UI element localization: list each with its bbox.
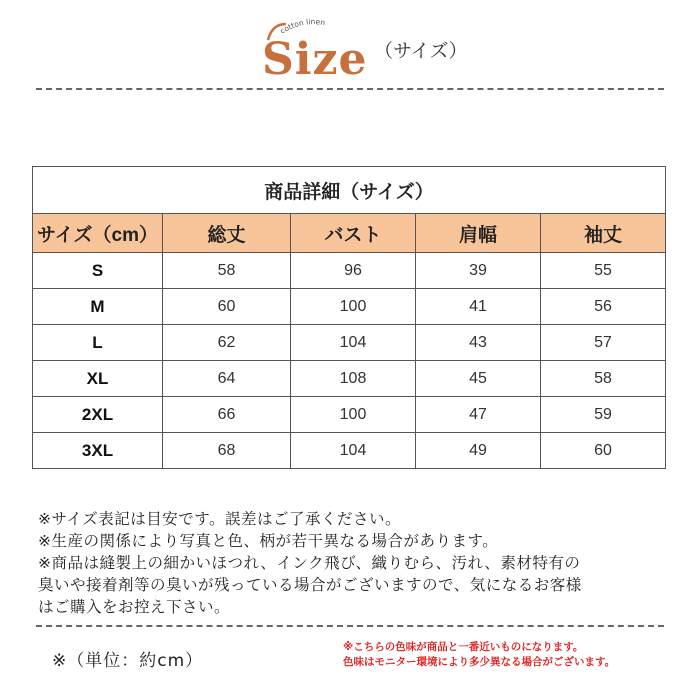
page-subtitle: （サイズ） [374, 40, 468, 62]
table-row [33, 253, 666, 289]
bust-cell: 104 [291, 325, 416, 361]
length-cell: 62 [163, 325, 291, 361]
table-title-row [33, 167, 666, 214]
note-line: 臭いや接着剤等の臭いが残っている場合がございますので、気になるお客様 [38, 576, 582, 594]
size-logo [258, 18, 378, 85]
divider-top [36, 88, 664, 90]
note-line: ※商品は縫製上の細かいほつれ、インク飛び、織りむら、汚れ、素材特有の [38, 554, 581, 572]
column-header-sleeve: 袖丈 [541, 214, 666, 253]
length-cell: 60 [163, 289, 291, 325]
size-cell: L [33, 325, 163, 361]
size-table-container [32, 166, 665, 469]
length-cell: 68 [163, 433, 291, 469]
sleeve-cell: 56 [541, 289, 666, 325]
divider-bottom [36, 625, 664, 627]
shoulder-cell: 45 [416, 361, 541, 397]
bust-cell: 100 [291, 397, 416, 433]
bust-cell: 104 [291, 433, 416, 469]
table-row [33, 397, 666, 433]
table-title: 商品詳細（サイズ） [33, 167, 666, 214]
sleeve-cell: 59 [541, 397, 666, 433]
size-cell: 3XL [33, 433, 163, 469]
bust-cell: 108 [291, 361, 416, 397]
length-cell: 64 [163, 361, 291, 397]
size-cell: 2XL [33, 397, 163, 433]
bust-cell: 96 [291, 253, 416, 289]
size-cell: S [33, 253, 163, 289]
svg-text:cotton linen [278, 18, 326, 36]
column-header-length: 総丈 [163, 214, 291, 253]
table-row [33, 289, 666, 325]
table-row [33, 361, 666, 397]
shoulder-cell: 39 [416, 253, 541, 289]
shoulder-cell: 41 [416, 289, 541, 325]
table-row [33, 325, 666, 361]
disclaimer-line: ※こちらの色味が商品と一番近いものになります。 [343, 641, 584, 653]
size-cell: XL [33, 361, 163, 397]
column-header-shoulder: 肩幅 [416, 214, 541, 253]
note-line: はご購入をお控え下さい。 [38, 598, 231, 616]
sleeve-cell: 60 [541, 433, 666, 469]
color-disclaimer [343, 640, 683, 670]
logo-title: Size [262, 34, 368, 85]
column-header-size: サイズ（cm） [33, 214, 163, 253]
bust-cell: 100 [291, 289, 416, 325]
shoulder-cell: 49 [416, 433, 541, 469]
size-cell: M [33, 289, 163, 325]
length-cell: 58 [163, 253, 291, 289]
shoulder-cell: 47 [416, 397, 541, 433]
shoulder-cell: 43 [416, 325, 541, 361]
logo-small-text: cotton linen [278, 18, 326, 36]
page-header [0, 0, 700, 90]
disclaimer-line: 色味はモニター環境により多少異なる場合がございます。 [343, 656, 616, 668]
table-header-row [33, 214, 666, 253]
length-cell: 66 [163, 397, 291, 433]
notes-block [38, 508, 668, 618]
table-row [33, 433, 666, 469]
unit-note: ※（単位：約cm） [52, 651, 204, 671]
column-header-bust: バスト [291, 214, 416, 253]
note-line: ※サイズ表記は目安です。誤差はご了承ください。 [38, 510, 402, 528]
sleeve-cell: 58 [541, 361, 666, 397]
sleeve-cell: 57 [541, 325, 666, 361]
note-line: ※生産の関係により写真と色、柄が若干異なる場合があります。 [38, 532, 499, 550]
sleeve-cell: 55 [541, 253, 666, 289]
size-table [32, 166, 666, 469]
